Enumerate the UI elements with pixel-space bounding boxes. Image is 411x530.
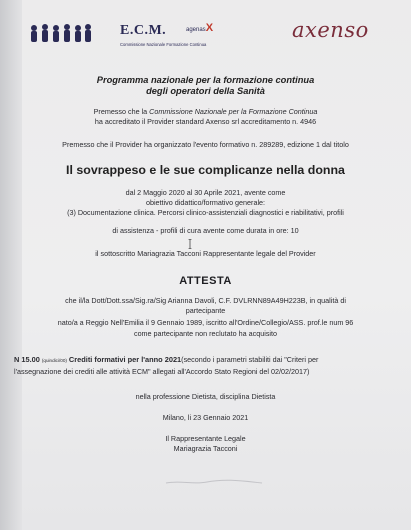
premise-line-1: [0, 107, 411, 116]
credits-line-2: l'assegnazione dei crediti alle attività ECM" allegati all'Accordo Stato Regioni del 02/02/2017): [14, 367, 310, 376]
attesta-line-4: come partecipante non reclutato ha acquisito: [133, 329, 278, 338]
ecm-logo-text: E.C.M.: [120, 23, 167, 38]
ecm-figures-icon: [28, 22, 94, 44]
ecm-logo-subtitle: Commissione Nazionale Formazione Continua: [120, 42, 207, 47]
signature-name: Mariagrazia Tacconi: [173, 444, 238, 453]
text-cursor-icon: [188, 239, 192, 249]
event-objective-1: (3) Documentazione clinica. Percorsi clinico-assistenziali diagnostici e riabilitativi, profili: [67, 208, 344, 217]
agenas-logo-text: agenas: [186, 27, 206, 33]
premise-line-2: ha accreditato il Provider standard Axenso srl accreditamento n. 4946: [94, 117, 317, 126]
credits-code: (quindici/00): [41, 358, 67, 363]
attesta-line-3: nato/a a Reggio Nell'Emilia il 9 Gennaio 1989, iscritto all'Ordine/Collegio/ASS. prof.le num 96: [57, 318, 354, 327]
credits-rest: (secondo i parametri stabiliti dai "Criteri per: [181, 355, 319, 364]
credits-line-1: [14, 355, 318, 364]
axenso-logo: axenso: [292, 18, 369, 42]
program-title-line-2: degli operatori della Sanità: [146, 86, 265, 96]
agenas-logo: [186, 22, 213, 34]
profession-line: nella professione Dietista, disciplina Dietista: [135, 392, 276, 401]
agenas-x-icon: X: [205, 22, 214, 34]
event-objective-label: obiettivo didattico/formativo generale:: [145, 198, 266, 207]
event-dates: dal 2 Maggio 2020 al 30 Aprile 2021, avente come: [125, 188, 286, 197]
faint-signature-icon: [162, 478, 272, 486]
premise-line-1-prefix: Premesso che la: [93, 107, 150, 116]
signature-role: Il Rappresentante Legale: [165, 434, 246, 443]
event-objective-2: di assistenza - profili di cura avente come durata in ore: 10: [112, 226, 299, 235]
attesta-line-1: che il/la Dott/Dott.ssa/Sig.ra/Sig Arianna Davoli, C.F. DVLRNN89A49H223B, in qualità di: [65, 296, 346, 305]
signatory-intro: il sottoscritto Mariagrazia Tacconi Rappresentante legale del Provider: [95, 249, 316, 258]
place-date: Milano, li 23 Gennaio 2021: [162, 413, 249, 422]
credits-label: Crediti formativi per l'anno 2021: [68, 355, 182, 364]
attesta-heading: ATTESTA: [179, 275, 232, 287]
program-title-line-1: Programma nazionale per la formazione continua: [96, 75, 315, 85]
premise-line-3: Premesso che il Provider ha organizzato l'evento formativo n. 289289, edizione 1 dal titolo: [62, 140, 349, 149]
event-title: Il sovrappeso e le sue complicanze nella donna: [66, 163, 345, 177]
credits-amount: N 15.00: [14, 355, 40, 364]
attesta-line-2: partecipante: [185, 306, 226, 315]
premise-commission-name: Commissione Nazionale per la Formazione Continua: [149, 107, 318, 116]
